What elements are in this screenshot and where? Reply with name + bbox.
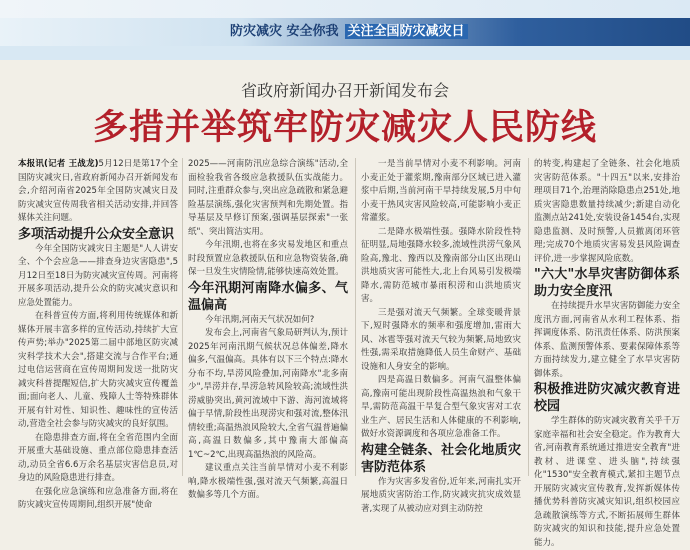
page-header-band (0, 0, 690, 60)
paragraph: 2025——河南防汛应急综合演练"活动,全面检验我省各级应急救援队伍实战能力。同时,注重群众参与,突出应急疏散和紧急避险基层演练,强化灾害预判和先期处置。指导基层及早修订预案,强调基层探索"一张纸"、突出简洁实用。 (188, 159, 348, 237)
subheading: 今年汛期河南降水偏多、气温偏高 (188, 280, 348, 313)
lead-text: 5月12日是第17个全国防灾减灾日,省政府新闻办召开新闻发布会,介绍河南省2025年全国防灾减灾日及防灾减灾宣传周我省相关活动安排,并回答媒体关注问题。 (18, 159, 179, 223)
paragraph: 四是高温日数偏多。河南气温整体偏高,豫南可能出现阶段性高温热浪和气象干旱,需防范高温干旱复合型气象灾害对工农业生产、居民生活和人体健康的不利影响,做好水资源调度和各项应急准备工作。 (361, 375, 521, 439)
subheading: 构建全链条、社会化地质灾害防范体系 (361, 442, 521, 475)
paragraph: 在隐患排查方面,将在全省范围内全面开展重大基础设施、重点部位隐患排查活动,动员全省6.6万余名基层灾害信息员,对身边的风险隐患进行排查。 (18, 432, 178, 483)
paragraph: 一是当前旱情对小麦不利影响。河南小麦正处于灌浆期,豫南部分区域已进入灌浆中后期,当前河南干旱持续发展,5月中旬小麦干热风灾害风险较高,可能影响小麦正常灌浆。 (361, 159, 521, 223)
paragraph: 今年汛期,也将在多灾易发地区和重点时段预置应急救援队伍和应急物资装备,确保一旦发生灾情险情,能够快速高效处置。 (188, 240, 348, 277)
column-3 (361, 158, 521, 516)
paragraph: 今年汛期,河南天气状况如何? (205, 314, 315, 325)
paragraph: 在科普宣传方面,将利用传统媒体和新媒体开展丰富多样的宣传活动,持续扩大宣传声势;举办"2025第二届中部地区防灾减灾科学技术大会",搭建交流与合作平台;通过电信运营商在宣传周期间发送一批防灾减灾科普提醒短信,扩大防灾减灾宣传覆盖面;面向老人、儿童、残障人士等特殊群体开展有针对性、知识性、趣味性的宣传活动,营造全社会参与防灾减灾的良好氛围。 (18, 311, 178, 429)
paragraph: 发布会上,河南省气象局研判认为,预计2025年河南汛期气候状况总体偏差,降水偏多,气温偏高。具体有以下三个特点:降水分布不均,旱涝风险叠加,河南降水"北多南少",旱涝并存,旱涝急转风险较高;流域性洪涝威胁突出,黄河流域中下游、海河流域将偏于早情,阶段性出现涝灾和强对流,整体汛情较重;高温热浪风险较大,全省气温普遍偏高,高温日数偏多,其中豫南大部偏高1℃~2℃,出现高温热浪的风险高。 (188, 328, 348, 460)
column-divider (355, 158, 356, 476)
column-divider (182, 158, 183, 476)
paragraph: 在持续提升水旱灾害防御能力安全度汛方面,河南省从水利工程体系、指挥调度体系、防汛责任体系、防洪预案体系、监测预警体系、要素保障体系等方面持续发力,建立健全了水旱灾害防御体系。 (534, 301, 680, 379)
paragraph: 的转变,构建起了全链条、社会化地质灾害防范体系。"十四五"以来,安排治理项目71个,治理消除隐患点251处,地质灾害隐患数量持续减少;新建自动化监测点站241处,安装设备1454台,实现隐患监测、及时预警,人员撤离闭环管理;完成70个地质灾害易发县风险调查评价,进一步掌握风险底数。 (534, 159, 680, 264)
column-divider (528, 158, 529, 476)
subheading: 积极推进防灾减灾教育进校园 (534, 382, 680, 414)
header-slogan: 防灾减灾 安全你我 (230, 24, 339, 39)
paragraph: 建议重点关注当前旱情对小麦不利影响,降水极端性强,强对流天气频繁,高温日数偏多等几个方面。 (188, 463, 348, 500)
column-1 (18, 158, 178, 513)
column-2 (188, 158, 348, 503)
paragraph: 在强化应急演练和应急准备方面,将在防灾减灾宣传周期间,组织开展"使命 (18, 486, 178, 510)
header-caption (230, 20, 468, 39)
paragraph: 今年全国防灾减灾日主题是"人人讲安全、个个会应急——排查身边灾害隐患",5月12日至18日为防灾减灾宣传周。河南将开展多项活动,提升公众的防灾减灾意识和应急处置能力。 (18, 243, 178, 308)
paragraph: 二是降水极端性强。强降水阶段性特征明显,局地强降水较多,流域性洪涝气象风险高,豫北、豫西以及豫南部分山区出现山洪地质灾害可能性大,北上台风易引发极端降水,需防范城市暴雨积涝和山洪地质灾害。 (361, 226, 521, 304)
article-headline: 多措并举筑牢防灾减灾人民防线 (92, 107, 597, 148)
column-4 (534, 158, 680, 550)
byline: 本报讯(记者 王战龙) (18, 159, 99, 169)
paragraph: 作为灾害多发省份,近年来,河南扎实开展地质灾害防治工作,防灾减灾抗灾成效显著,实现了从被动应对到主动防控 (361, 476, 521, 514)
subheading: 多项活动提升公众安全意识 (18, 226, 175, 242)
subheading: "六大"水旱灾害防御体系助力安全度汛 (534, 267, 680, 299)
lead-paragraph (18, 158, 178, 226)
article-kicker: 省政府新闻办召开新闻发布会 (240, 81, 449, 100)
header-top-strip (0, 0, 690, 18)
header-tagline: 关注全国防灾减灾日 (345, 24, 468, 39)
paragraph: 三是强对流天气频繁。全球变暖背景下,短时强降水的频率和强度增加,雷雨大风、冰雹等强对流天气较为频繁,局地致灾性强,需采取措施降低人员生命财产、基础设施和人身安全的影响。 (361, 307, 521, 372)
paragraph: 学生群体的防灾减灾教育关乎千万家庭幸福和社会安全稳定。作为教育大省,河南教育系统通过推进安全教育"进教材、进课堂、进头脑",持续强化"1530"安全教育模式,紧扣主题节点开展防灾减灾宣传教育,发挥新媒体传播优势科普防灾减灾知识,组织校园应急疏散演练等方式,不断拓展师生群体防灾减灾的知识和技能,提升应急处置能力。 (534, 416, 680, 548)
